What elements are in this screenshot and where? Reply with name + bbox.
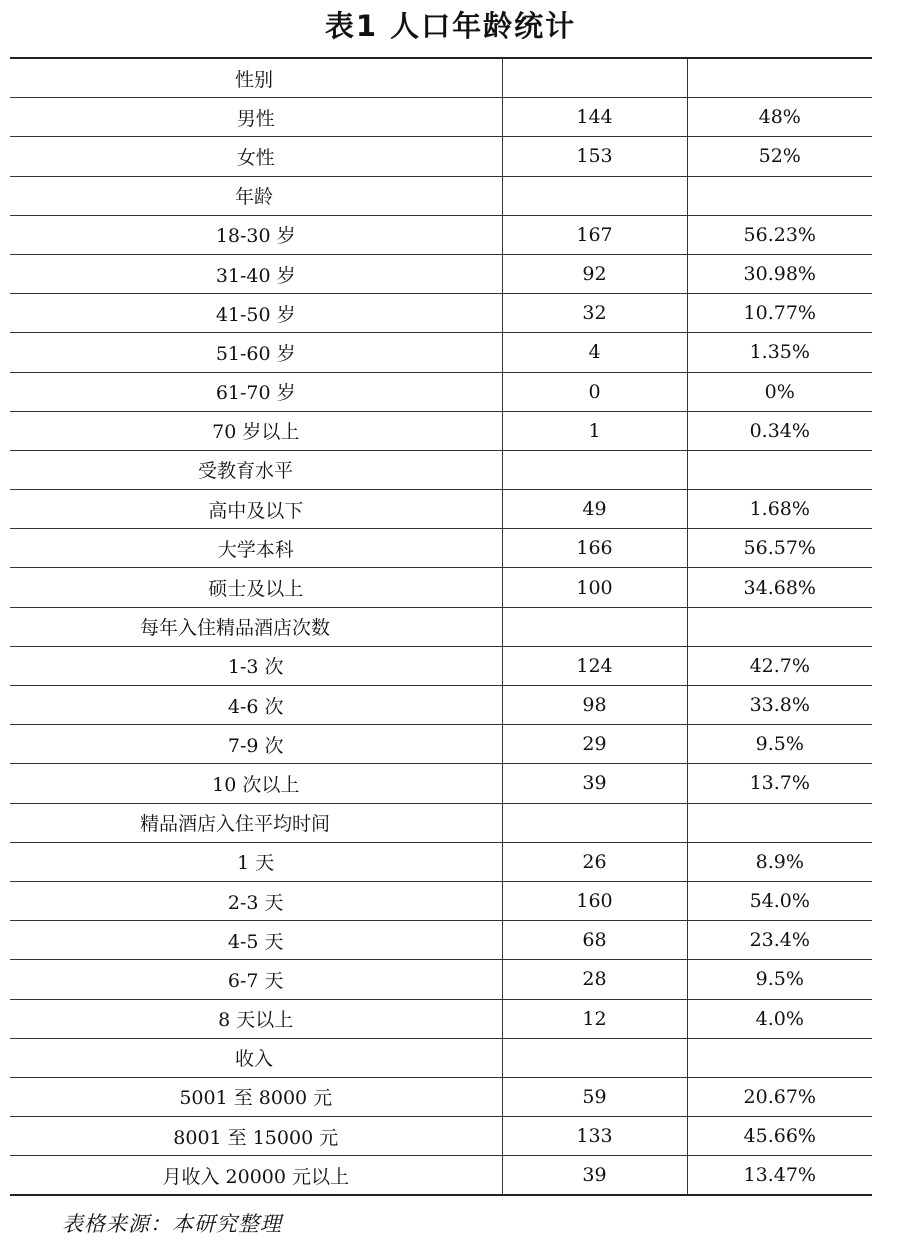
section-label: 性别 [10,58,502,98]
empty-percent-cell [687,176,872,215]
percent-cell: 0% [687,372,872,411]
percent-cell: 52% [687,137,872,176]
percent-cell: 45.66% [687,1117,872,1156]
percent-cell: 30.98% [687,254,872,293]
table-row [10,215,872,254]
section-header-row [10,1038,872,1077]
count-cell: 28 [502,960,687,999]
empty-count-cell [502,58,687,98]
percent-cell: 0.34% [687,411,872,450]
count-cell: 59 [502,1077,687,1116]
count-cell: 49 [502,490,687,529]
section-label: 每年入住精品酒店次数 [10,607,502,646]
table-row [10,999,872,1038]
percent-cell: 9.5% [687,960,872,999]
count-cell: 0 [502,372,687,411]
table-row [10,1156,872,1196]
count-cell: 144 [502,98,687,137]
count-cell: 167 [502,215,687,254]
table-row [10,137,872,176]
section-header-row [10,176,872,215]
table-row [10,372,872,411]
count-cell: 166 [502,529,687,568]
row-label: 51-60 岁 [10,333,502,372]
percent-cell: 1.35% [687,333,872,372]
row-label: 7-9 次 [10,725,502,764]
table-row [10,725,872,764]
table-row [10,568,872,607]
empty-count-cell [502,176,687,215]
percent-cell: 13.7% [687,764,872,803]
row-label: 2-3 天 [10,881,502,920]
section-header-row [10,58,872,98]
row-label: 1 天 [10,842,502,881]
percent-cell: 56.23% [687,215,872,254]
section-header-row [10,450,872,489]
row-label: 5001 至 8000 元 [10,1077,502,1116]
percent-cell: 9.5% [687,725,872,764]
count-cell: 160 [502,881,687,920]
row-label: 31-40 岁 [10,254,502,293]
table-row [10,529,872,568]
empty-percent-cell [687,1038,872,1077]
count-cell: 124 [502,646,687,685]
percent-cell: 33.8% [687,686,872,725]
row-label: 1-3 次 [10,646,502,685]
row-label: 4-6 次 [10,686,502,725]
row-label: 月收入 20000 元以上 [10,1156,502,1196]
row-label: 男性 [10,98,502,137]
empty-count-cell [502,450,687,489]
count-cell: 153 [502,137,687,176]
count-cell: 29 [502,725,687,764]
section-label: 年龄 [10,176,502,215]
section-header-row [10,607,872,646]
percent-cell: 23.4% [687,921,872,960]
count-cell: 39 [502,764,687,803]
percent-cell: 13.47% [687,1156,872,1196]
count-cell: 98 [502,686,687,725]
count-cell: 100 [502,568,687,607]
section-label: 收入 [10,1038,502,1077]
table-row [10,1077,872,1116]
row-label: 硕士及以上 [10,568,502,607]
table-row [10,921,872,960]
empty-count-cell [502,803,687,842]
row-label: 大学本科 [10,529,502,568]
row-label: 女性 [10,137,502,176]
percent-cell: 4.0% [687,999,872,1038]
table-body [10,58,872,1195]
percent-cell: 48% [687,98,872,137]
count-cell: 133 [502,1117,687,1156]
percent-cell: 1.68% [687,490,872,529]
row-label: 18-30 岁 [10,215,502,254]
table-row [10,411,872,450]
source-note: 表格来源：本研究整理 [62,1212,282,1236]
row-label: 高中及以下 [10,490,502,529]
table-row [10,646,872,685]
row-label: 41-50 岁 [10,294,502,333]
table-row [10,294,872,333]
table-row [10,333,872,372]
empty-count-cell [502,607,687,646]
count-cell: 4 [502,333,687,372]
table-row [10,686,872,725]
count-cell: 68 [502,921,687,960]
table-row [10,490,872,529]
row-label: 70 岁以上 [10,411,502,450]
count-cell: 1 [502,411,687,450]
table-row [10,842,872,881]
percent-cell: 10.77% [687,294,872,333]
table-row [10,98,872,137]
empty-percent-cell [687,607,872,646]
empty-percent-cell [687,803,872,842]
empty-percent-cell [687,450,872,489]
percent-cell: 54.0% [687,881,872,920]
section-label: 受教育水平 [10,450,502,489]
count-cell: 39 [502,1156,687,1196]
empty-percent-cell [687,58,872,98]
table-row [10,764,872,803]
percent-cell: 42.7% [687,646,872,685]
statistics-table [10,57,872,1196]
count-cell: 12 [502,999,687,1038]
table-row [10,960,872,999]
row-label: 10 次以上 [10,764,502,803]
row-label: 8001 至 15000 元 [10,1117,502,1156]
table-row [10,254,872,293]
section-header-row [10,803,872,842]
row-label: 6-7 天 [10,960,502,999]
table-row [10,1117,872,1156]
count-cell: 92 [502,254,687,293]
row-label: 8 天以上 [10,999,502,1038]
row-label: 4-5 天 [10,921,502,960]
percent-cell: 56.57% [687,529,872,568]
percent-cell: 8.9% [687,842,872,881]
section-label: 精品酒店入住平均时间 [10,803,502,842]
page-title: 表1 人口年龄统计 [324,9,577,43]
empty-count-cell [502,1038,687,1077]
table-row [10,881,872,920]
count-cell: 26 [502,842,687,881]
row-label: 61-70 岁 [10,372,502,411]
count-cell: 32 [502,294,687,333]
percent-cell: 34.68% [687,568,872,607]
percent-cell: 20.67% [687,1077,872,1116]
